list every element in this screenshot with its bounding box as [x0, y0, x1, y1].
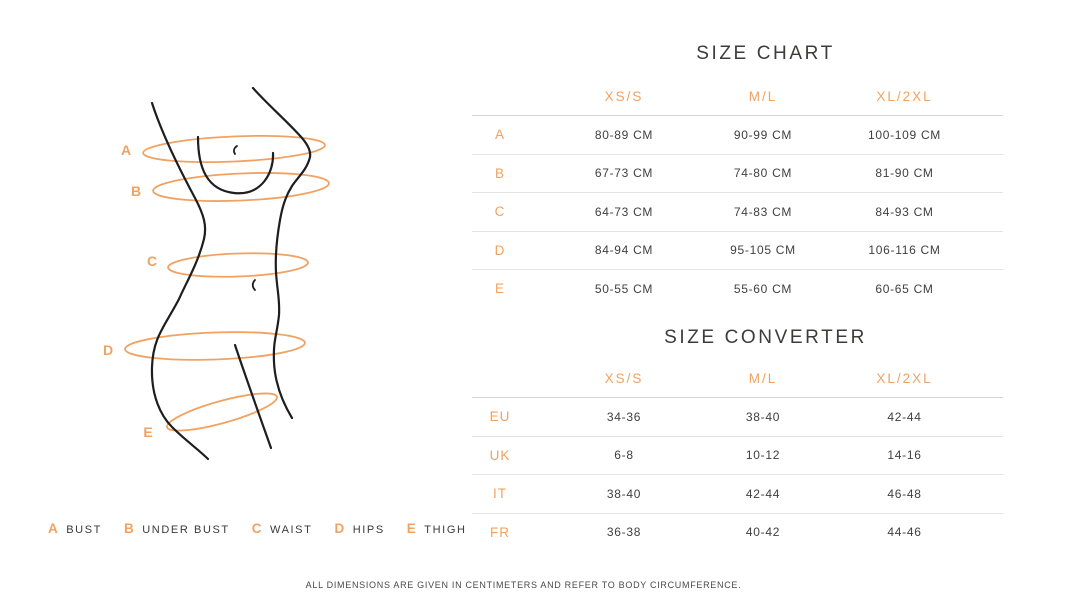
- size-cell: 106-116 CM: [868, 243, 941, 258]
- body-measurement-diagram: [40, 10, 440, 510]
- size-cell: 95-105 CM: [730, 243, 796, 258]
- table-row: [472, 437, 1003, 476]
- size-cell: 84-94 CM: [594, 243, 654, 258]
- size-chart-header-row: [472, 78, 1003, 116]
- ring-c-waist: [168, 251, 309, 279]
- row-label-eu: EU: [489, 409, 511, 425]
- table-row: [472, 155, 1003, 194]
- row-label-fr: FR: [490, 524, 510, 540]
- table-row: [472, 514, 1003, 552]
- figure-label-e: E: [143, 424, 153, 440]
- size-cell: 46-48: [887, 486, 922, 501]
- size-cell: 14-16: [887, 448, 922, 463]
- table-row: [472, 270, 1003, 308]
- column-header-m-l: M/L: [748, 371, 778, 386]
- column-header-xl-2xl: XL/2XL: [876, 89, 933, 104]
- column-header-xs-s: XS/S: [604, 371, 644, 386]
- size-cell: 10-12: [745, 448, 781, 463]
- legend-key: A: [48, 521, 59, 536]
- legend-label: THIGH: [424, 524, 467, 536]
- table-row: [472, 232, 1003, 271]
- dimensions-note: ALL DIMENSIONS ARE GIVEN IN CENTIMETERS AND REFER TO BODY CIRCUMFERENCE.: [305, 580, 742, 590]
- measurement-legend: [48, 521, 467, 536]
- size-cell: 84-93 CM: [875, 204, 934, 219]
- size-cell: 38-40: [606, 486, 642, 501]
- size-cell: 42-44: [745, 486, 781, 501]
- size-converter-title: SIZE CONVERTER: [664, 327, 867, 348]
- size-cell: 90-99 CM: [733, 127, 793, 142]
- row-label: B: [494, 165, 505, 181]
- figure-label-c: C: [146, 253, 158, 269]
- size-cell: 81-90 CM: [875, 166, 934, 181]
- row-label: C: [494, 204, 506, 220]
- size-cell: 55-60 CM: [733, 281, 793, 296]
- legend-label: UNDER BUST: [142, 524, 230, 536]
- column-header-xs-s: XS/S: [604, 89, 644, 104]
- row-label: D: [494, 242, 506, 258]
- figure-label-b: B: [130, 183, 142, 199]
- size-cell: 42-44: [887, 409, 922, 424]
- navel-mark: [253, 280, 255, 290]
- size-cell: 74-80 CM: [733, 166, 793, 181]
- legend-item-under-bust: [124, 521, 230, 536]
- column-header-xl-2xl: XL/2XL: [876, 371, 933, 386]
- legend-label: WAIST: [270, 524, 313, 536]
- size-chart-table: [472, 78, 1003, 308]
- legend-key: D: [334, 521, 345, 536]
- breast-curve: [198, 137, 273, 193]
- column-header-m-l: M/L: [748, 89, 778, 104]
- table-row: [472, 475, 1003, 514]
- ring-b-under-bust: [152, 170, 329, 205]
- size-cell: 67-73 CM: [594, 166, 654, 181]
- figure-label-d: D: [102, 342, 114, 358]
- size-cell: 38-40: [745, 409, 781, 424]
- row-label: E: [494, 281, 505, 297]
- body-outline: [152, 88, 310, 459]
- legend-key: B: [124, 521, 135, 536]
- table-row: [472, 398, 1003, 437]
- legend-label: BUST: [66, 524, 102, 536]
- nipple-mark: [234, 146, 237, 154]
- size-cell: 50-55 CM: [594, 281, 654, 296]
- size-cell: 6-8: [614, 448, 634, 463]
- row-label-it: IT: [493, 486, 507, 502]
- row-label-uk: UK: [489, 447, 511, 463]
- size-cell: 74-83 CM: [733, 204, 793, 219]
- table-row: [472, 116, 1003, 155]
- size-cell: 100-109 CM: [867, 127, 942, 142]
- legend-item-thigh: [407, 521, 467, 536]
- legend-item-waist: [252, 521, 313, 536]
- table-row: [472, 193, 1003, 232]
- size-cell: 36-38: [606, 525, 642, 540]
- size-cell: 60-65 CM: [875, 281, 934, 296]
- size-cell: 80-89 CM: [594, 127, 654, 142]
- size-cell: 34-36: [606, 409, 642, 424]
- legend-item-bust: [48, 521, 102, 536]
- size-converter-header-row: [472, 360, 1003, 398]
- size-cell: 44-46: [887, 525, 922, 540]
- body-figure-svg: [40, 10, 440, 510]
- legend-key: C: [251, 521, 263, 536]
- ring-letters: [103, 142, 157, 440]
- size-chart-title: SIZE CHART: [696, 43, 835, 64]
- legend-key: E: [406, 521, 417, 536]
- ring-e-thigh: [164, 386, 280, 438]
- size-converter-table: [472, 360, 1003, 551]
- size-cell: 40-42: [745, 525, 781, 540]
- row-label: A: [494, 127, 505, 143]
- legend-label: HIPS: [352, 524, 385, 536]
- figure-label-a: A: [120, 142, 132, 158]
- legend-item-hips: [334, 521, 384, 536]
- size-cell: 64-73 CM: [594, 204, 654, 219]
